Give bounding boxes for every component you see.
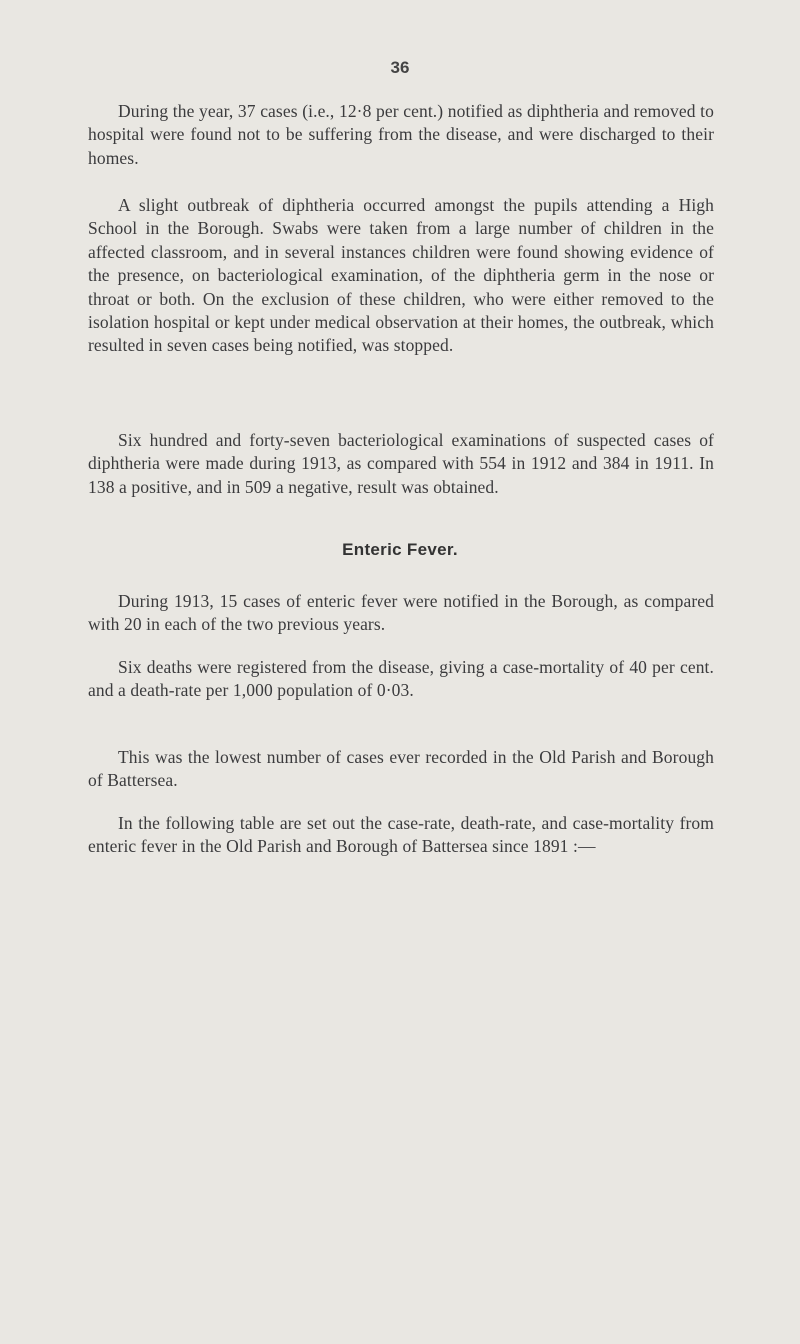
paragraph-lowest-number: This was the lowest number of cases ever recorded in the Old Parish and Borough of Battersea.	[88, 747, 714, 791]
paragraph-high-school-outbreak: A slight outbreak of diphtheria occurred amongst the pupils attending a High School in the Borough. Swabs were taken from a large number of children in the affected classroom, and in several instances children were found showing evidence of the presence, on bacteriological examination, of the diphtheria germ in the nose or throat or both. On the exclusion of these children, who were either removed to the isolation hospital or kept under medical observation at their homes, the outbreak, which resulted in seven cases being notified, was stopped.	[88, 195, 714, 356]
paragraph-enteric-cases: During 1913, 15 cases of enteric fever were notified in the Borough, as compared with 20 in each of the two previous years.	[88, 591, 714, 635]
paragraph-diphtheria-misdiagnosed: During the year, 37 cases (i.e., 12·8 per cent.) notified as diphtheria and removed to hospital were found not to be suffering from the disease, and were discharged to their homes.	[88, 101, 714, 168]
page-number: 36	[390, 58, 410, 77]
paragraph-table-intro: In the following table are set out the case-rate, death-rate, and case-mortality from enteric fever in the Old Parish and Borough of Battersea since 1891 :—	[88, 813, 714, 857]
section-heading-enteric-fever: Enteric Fever.	[342, 540, 458, 559]
paragraph-enteric-deaths: Six deaths were registered from the disease, giving a case-mortality of 40 per cent. and a death-rate per 1,000 population of 0·03.	[88, 657, 714, 701]
paragraph-bacteriological-examinations: Six hundred and forty-seven bacteriological examinations of suspected cases of diphtheria were made during 1913, as compared with 554 in 1912 and 384 in 1911. In 138 a positive, and in 509 a negative, result was obtained.	[88, 430, 714, 497]
